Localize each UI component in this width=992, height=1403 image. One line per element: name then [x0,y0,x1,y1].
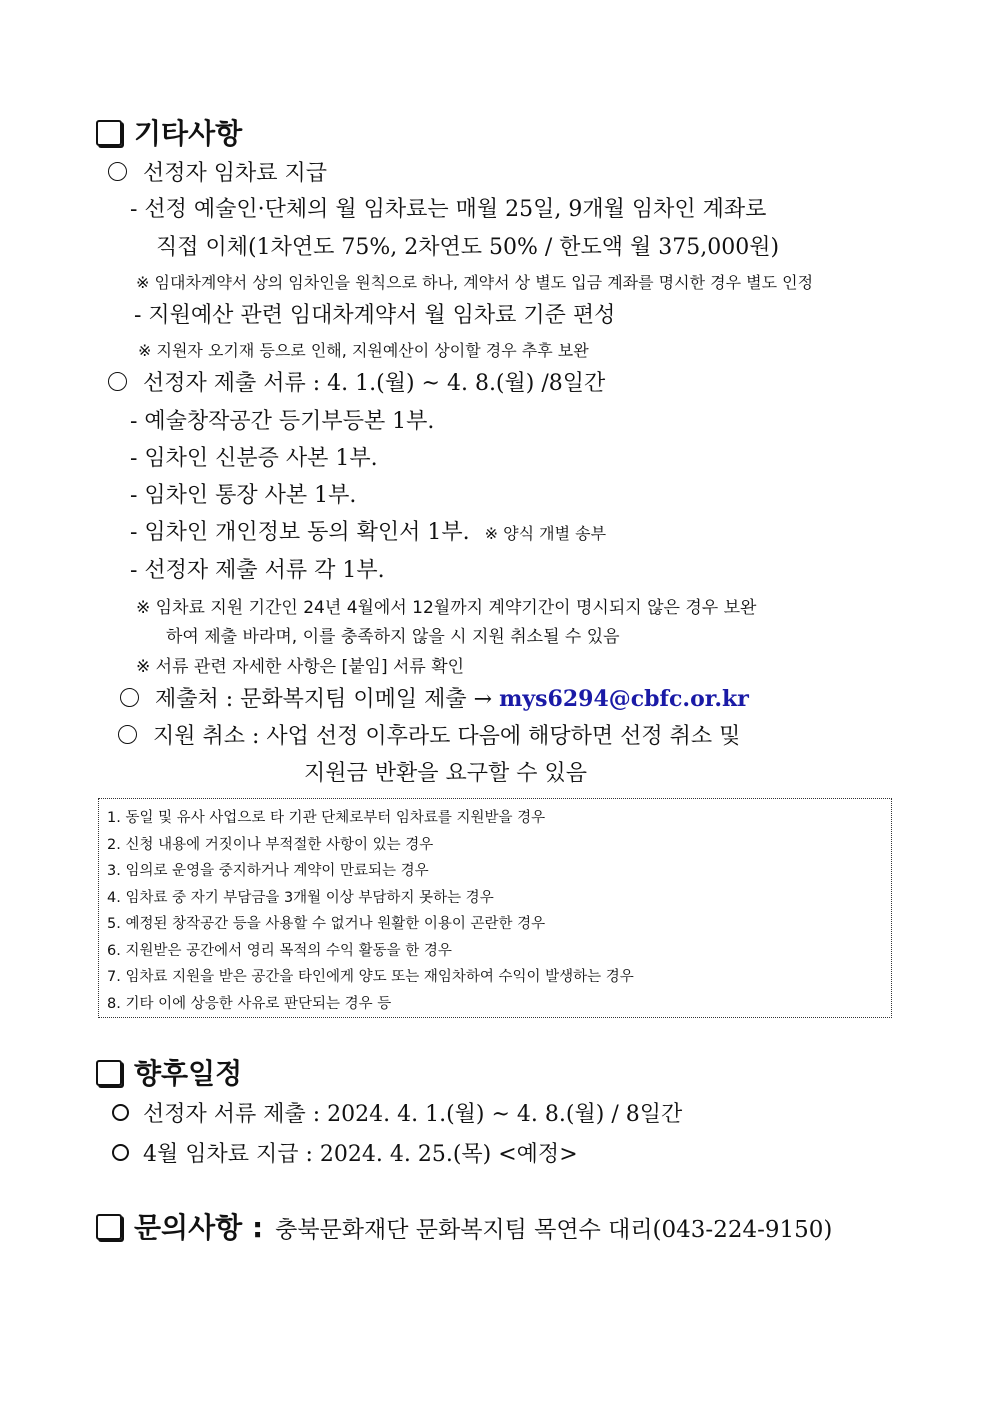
checkbox-square-icon [96,1060,122,1086]
contact-text: 충북문화재단 문화복지팀 목연수 대리(043-224-9150) [275,1217,833,1243]
sub2-note1-line2: 하여 제출 바라며, 이를 충족하지 않을 시 지원 취소될 수 있음 [166,627,620,647]
sub3-line [120,682,749,713]
section-contact-line [96,1206,832,1246]
schedule-item [112,1097,682,1128]
sub1-note1: ※ 임대차계약서 상의 임차인을 원칙으로 하나, 계약서 상 별도 입금 계좌를 명시한 경우 별도 인정 [136,273,814,292]
list-item: 5. 예정된 창작공간 등을 사용할 수 없거나 원활한 이용이 곤란한 경우 [107,916,546,932]
doc-item: - 임차인 신분증 사본 1부. [130,446,378,471]
sub2-heading [108,366,605,397]
doc-item-text: - 임차인 개인정보 동의 확인서 1부. [130,520,470,545]
list-item: 2. 신청 내용에 거짓이나 부적절한 사항이 있는 경우 [107,836,434,853]
checkbox-square-icon [96,1214,122,1240]
list-item: 1. 동일 및 유사 사업으로 타 기관 단체로부터 임차료를 지원받을 경우 [107,810,546,826]
sub4-line2: 지원금 반환을 요구할 수 있음 [304,761,587,786]
sub2-note1-line1: ※ 임차료 지원 기간인 24년 4월에서 12월까지 계약기간이 명시되지 않은 경우 보완 [136,598,757,618]
section-contact-title: 문의사항 : [134,1211,264,1244]
schedule-item [112,1137,578,1168]
section-schedule-title: 향후일정 [134,1057,243,1090]
sub1-title: 선정자 임차료 지급 [143,161,328,186]
doc-item: - 선정자 제출 서류 각 1부. [130,558,385,583]
doc-item: - 예술창작공간 등기부등본 1부. [130,409,435,434]
list-item: 7. 임차료 지원을 받은 공간을 타인에게 양도 또는 재임차하여 수익이 발생하는 경우 [107,969,634,985]
section-etc-heading [96,112,242,152]
section-etc-title: 기타사항 [134,117,243,150]
checkbox-square-icon [96,120,122,146]
sub2-title: 선정자 제출 서류 : 4. 1.(월) ~ 4. 8.(월) /8일간 [143,371,606,396]
list-item: 6. 지원받은 공간에서 영리 목적의 수익 활동을 한 경우 [107,942,452,959]
sub1-heading [108,156,327,187]
list-item: 3. 임의로 운영을 중지하거나 계약이 만료되는 경우 [107,863,429,879]
sub2-note2: ※ 서류 관련 자세한 사항은 [붙임] 서류 확인 [136,657,465,677]
sub1-line2: 직접 이체(1차연도 75%, 2차연도 50% / 한도액 월 375,000원) [156,235,780,260]
section-contact-heading [96,1211,263,1244]
bullet-circle-icon [112,1104,129,1121]
cancel-reasons-box [98,798,892,1018]
open-circle-icon [108,162,127,181]
bullet-circle-icon [112,1144,129,1161]
doc-item: - 임차인 통장 사본 1부. [130,483,357,508]
sub1-note2: ※ 지원자 오기재 등으로 인해, 지원예산이 상이할 경우 추후 보완 [138,341,589,360]
open-circle-icon [108,372,127,391]
sub1-line1: - 선정 예술인·단체의 월 임차료는 매월 25일, 9개월 임차인 계좌로 [130,197,767,222]
sub1-line3: - 지원예산 관련 임대차계약서 월 임차료 기준 편성 [134,303,616,328]
schedule-item-text: 선정자 서류 제출 : 2024. 4. 1.(월) ~ 4. 8.(월) / 8일간 [143,1102,683,1127]
open-circle-icon [118,725,137,744]
list-item: 4. 임차료 중 자기 부담금을 3개월 이상 부담하지 못하는 경우 [107,889,494,906]
submission-email[interactable]: mys6294@cbfc.or.kr [499,686,749,712]
schedule-item-text: 4월 임차료 지급 : 2024. 4. 25.(목) <예정> [143,1142,578,1167]
docs-inline-note: ※ 양식 개별 송부 [484,524,607,543]
open-circle-icon [120,688,139,707]
sub4-line1 [118,719,740,750]
sub3-label: 제출처 : 문화복지팀 이메일 제출 → [155,687,493,712]
sub4-text1: 지원 취소 : 사업 선정 이후라도 다음에 해당하면 선정 취소 및 [153,724,741,749]
doc-item [130,515,606,546]
section-schedule-heading [96,1052,242,1092]
list-item: 8. 기타 이에 상응한 사유로 판단되는 경우 등 [107,995,392,1012]
